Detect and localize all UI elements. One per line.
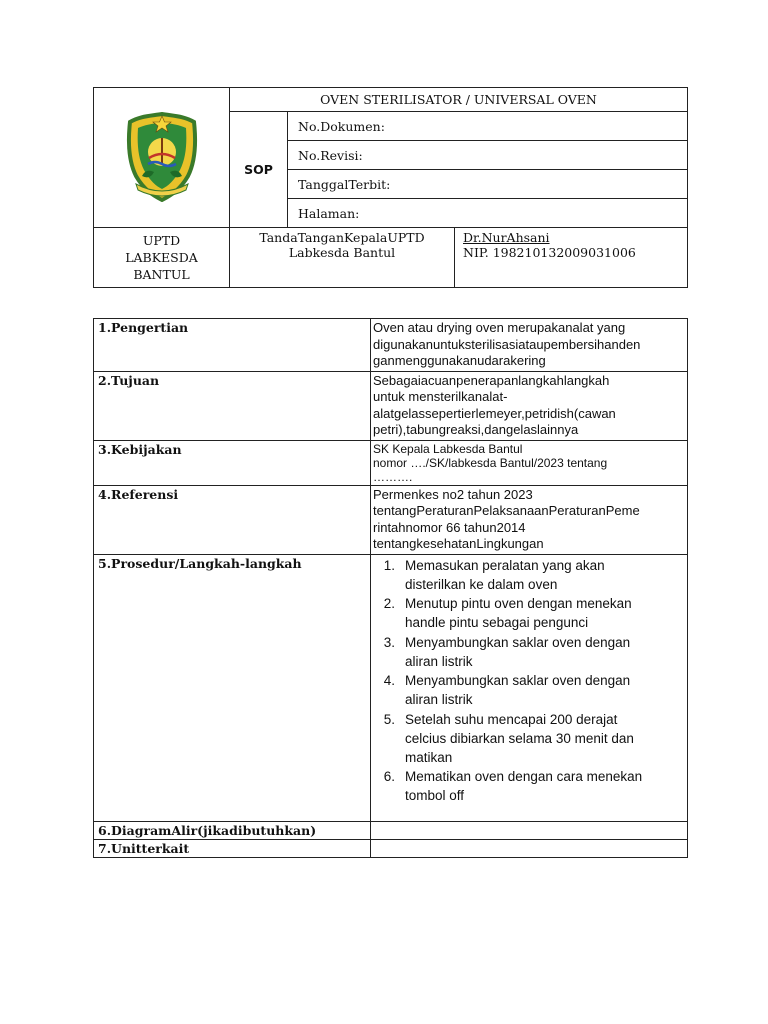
step-number: 4.	[383, 673, 395, 688]
section-row	[94, 440, 688, 485]
text-line: aliran listrik	[405, 653, 473, 669]
step-number: 2.	[383, 596, 395, 611]
header-table	[93, 87, 688, 288]
tanggal-terbit-field: TanggalTerbit:	[288, 170, 688, 199]
no-revisi-field: No.Revisi:	[288, 141, 688, 170]
text-line: handle pintu sebagai pengunci	[405, 615, 589, 630]
procedure-step	[373, 710, 685, 767]
text-line: tombol off	[405, 788, 465, 803]
text-line: untuk mensterilkanalat-	[373, 389, 508, 404]
section-row	[94, 839, 688, 857]
signature-line: Labkesda Bantul	[288, 245, 396, 260]
text-line: digunakanuntuksterilisasiataupembersihanden	[373, 336, 641, 352]
halaman-field: Halaman:	[288, 199, 688, 228]
unit-line: BANTUL	[133, 267, 190, 282]
unit-line: UPTD	[142, 233, 181, 248]
procedure-step	[373, 633, 685, 671]
section-label: 4.Referensi	[94, 485, 371, 554]
text-line: Oven atau drying oven merupakanalat yang	[373, 320, 626, 335]
text-line: SK Kepala Labkesda Bantul	[373, 441, 523, 456]
section-row	[94, 554, 688, 821]
step-number: 1.	[383, 557, 395, 573]
text-line: ……….	[373, 469, 413, 484]
text-line: alatgelassepertierlemeyer,petridish(cawan	[373, 405, 616, 421]
section-value	[371, 440, 688, 485]
text-line: nomor …./SK/labkesda Bantul/2023 tentang	[373, 455, 608, 470]
text-line: Menyambungkan saklar oven dengan	[405, 634, 631, 650]
step-number: 6.	[383, 769, 395, 784]
no-dokumen-field: No.Dokumen:	[288, 112, 688, 141]
section-value	[371, 319, 688, 372]
procedure-step	[373, 556, 685, 594]
text-line: Setelah suhu mencapai 200 derajat	[405, 711, 618, 727]
official-name: Dr.NurAhsani	[463, 230, 550, 245]
text-line: Sebagaiacuanpenerapanlangkahlangkah	[373, 372, 610, 388]
section-label: 7.Unitterkait	[94, 839, 371, 857]
section-value	[371, 554, 688, 821]
unit-name	[94, 228, 230, 288]
text-line: Mematikan oven dengan cara menekan	[405, 769, 643, 784]
section-row	[94, 371, 688, 440]
sop-label: SOP	[230, 112, 288, 228]
text-line: ganmenggunakanudarakering	[373, 353, 546, 368]
step-number: 3.	[383, 634, 395, 650]
regency-crest-icon	[122, 110, 202, 202]
section-value	[371, 485, 688, 554]
text-line: disterilkan ke dalam oven	[405, 576, 558, 592]
signature-block	[230, 228, 455, 287]
procedure-list	[373, 556, 685, 820]
text-line: Menutup pintu oven dengan menekan	[405, 596, 632, 611]
text-line: Permenkes no2 tahun 2023	[373, 486, 533, 502]
section-row	[94, 485, 688, 554]
text-line: rintahnomor 66 tahun2014	[373, 519, 526, 535]
text-line: aliran listrik	[405, 692, 473, 707]
sop-content-table	[93, 318, 688, 858]
official-nip: NIP. 198210132009031006	[463, 245, 636, 260]
section-value	[371, 371, 688, 440]
text-line: celcius dibiarkan selama 30 menit dan	[405, 730, 634, 746]
section-label: 5.Prosedur/Langkah-langkah	[94, 554, 371, 821]
text-line: Menyambungkan saklar oven dengan	[405, 673, 631, 688]
logo-cell	[94, 88, 230, 228]
text-line: Memasukan peralatan yang akan	[405, 557, 605, 573]
section-row	[94, 821, 688, 839]
step-number: 5.	[383, 711, 395, 727]
unit-line: LABKESDA	[125, 250, 198, 265]
document-title: OVEN STERILISATOR / UNIVERSAL OVEN	[230, 88, 688, 112]
procedure-step	[373, 594, 685, 632]
text-line: petri),tabungreaksi,dangelaslainnya	[373, 422, 579, 437]
text-line: tentangkesehatanLingkungan	[373, 536, 544, 551]
section-label: 1.Pengertian	[94, 319, 371, 372]
procedure-step	[373, 671, 685, 709]
section-label: 2.Tujuan	[94, 371, 371, 440]
text-line: matikan	[405, 749, 453, 765]
signature-row	[230, 228, 688, 288]
procedure-step	[373, 767, 685, 805]
signature-line: TandaTanganKepalaUPTD	[259, 230, 425, 245]
section-label: 3.Kebijakan	[94, 440, 371, 485]
section-label: 6.DiagramAlir(jikadibutuhkan)	[94, 821, 371, 839]
text-line: tentangPeraturanPelaksanaanPeraturanPeme	[373, 503, 640, 518]
section-row	[94, 319, 688, 372]
section-value	[371, 839, 688, 857]
official-block	[455, 228, 688, 287]
section-value	[371, 821, 688, 839]
